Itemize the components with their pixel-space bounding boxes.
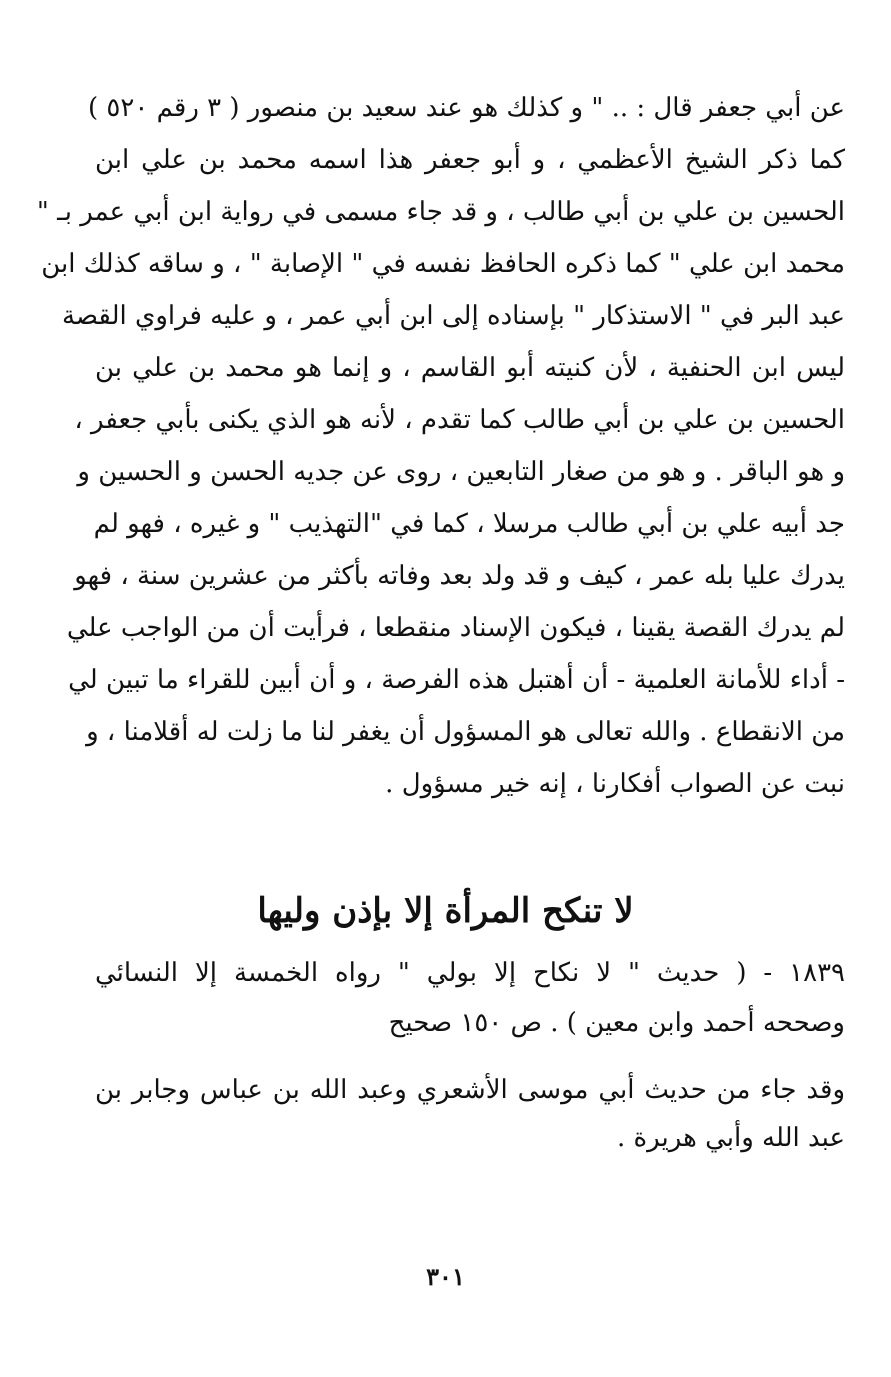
hadith-line: ١٨٣٩ - ( حديث " لا نكاح إلا بولي " رواه الخمسة إلا النسائي	[95, 958, 845, 988]
body-line: كما ذكر الشيخ الأعظمي ، و أبو جعفر هذا اسمه محمد بن علي ابن	[95, 145, 845, 175]
body-line: عن أبي جعفر قال : .. " و كذلك هو عند سعيد بن منصور ( ٣ رقم ٥٢٠ )	[88, 93, 845, 123]
page-number: ٣٠١	[426, 1262, 465, 1291]
body-line: يدرك عليا بله عمر ، كيف و قد ولد بعد وفاته بأكثر من عشرين سنة ، فهو	[74, 561, 845, 591]
body-line: نبت عن الصواب أفكارنا ، إنه خير مسؤول .	[385, 769, 845, 799]
body-line: الحسين بن علي بن أبي طالب ، و قد جاء مسمى في رواية ابن أبي عمر بـ "	[36, 197, 845, 227]
body-line: و هو الباقر . و هو من صغار التابعين ، روى عن جديه الحسن و الحسين و	[77, 457, 845, 487]
body-line: عبد البر في " الاستذكار " بإسناده إلى ابن أبي عمر ، و عليه فراوي القصة	[61, 301, 845, 331]
body-line: - أداء للأمانة العلمية - أن أهتبل هذه الفرصة ، و أن أبين للقراء ما تبين لي	[68, 665, 845, 695]
body-line: محمد ابن علي " كما ذكره الحافظ نفسه في " الإصابة " ، و ساقه كذلك ابن	[41, 249, 845, 279]
note-line: عبد الله وأبي هريرة .	[617, 1123, 845, 1153]
hadith-line: وصححه أحمد وابن معين ) . ص ١٥٠ صحيح	[388, 1008, 845, 1038]
body-line: الحسين بن علي بن أبي طالب كما تقدم ، لأنه هو الذي يكنى بأبي جعفر ،	[74, 405, 845, 435]
note-line: وقد جاء من حديث أبي موسى الأشعري وعبد الله بن عباس وجابر بن	[95, 1075, 845, 1105]
body-line: من الانقطاع . والله تعالى هو المسؤول أن يغفر لنا ما زلت له أقلامنا ، و	[86, 717, 845, 747]
body-line: لم يدرك القصة يقينا ، فيكون الإسناد منقطعا ، فرأيت أن من الواجب علي	[66, 613, 845, 643]
body-line: جد أبيه علي بن أبي طالب مرسلا ، كما في "التهذيب " و غيره ، فهو لم	[93, 509, 845, 539]
section-heading: لا تنكح المرأة إلا بإذن وليها	[257, 891, 634, 931]
body-line: ليس ابن الحنفية ، لأن كنيته أبو القاسم ، و إنما هو محمد بن علي بن	[95, 353, 845, 383]
